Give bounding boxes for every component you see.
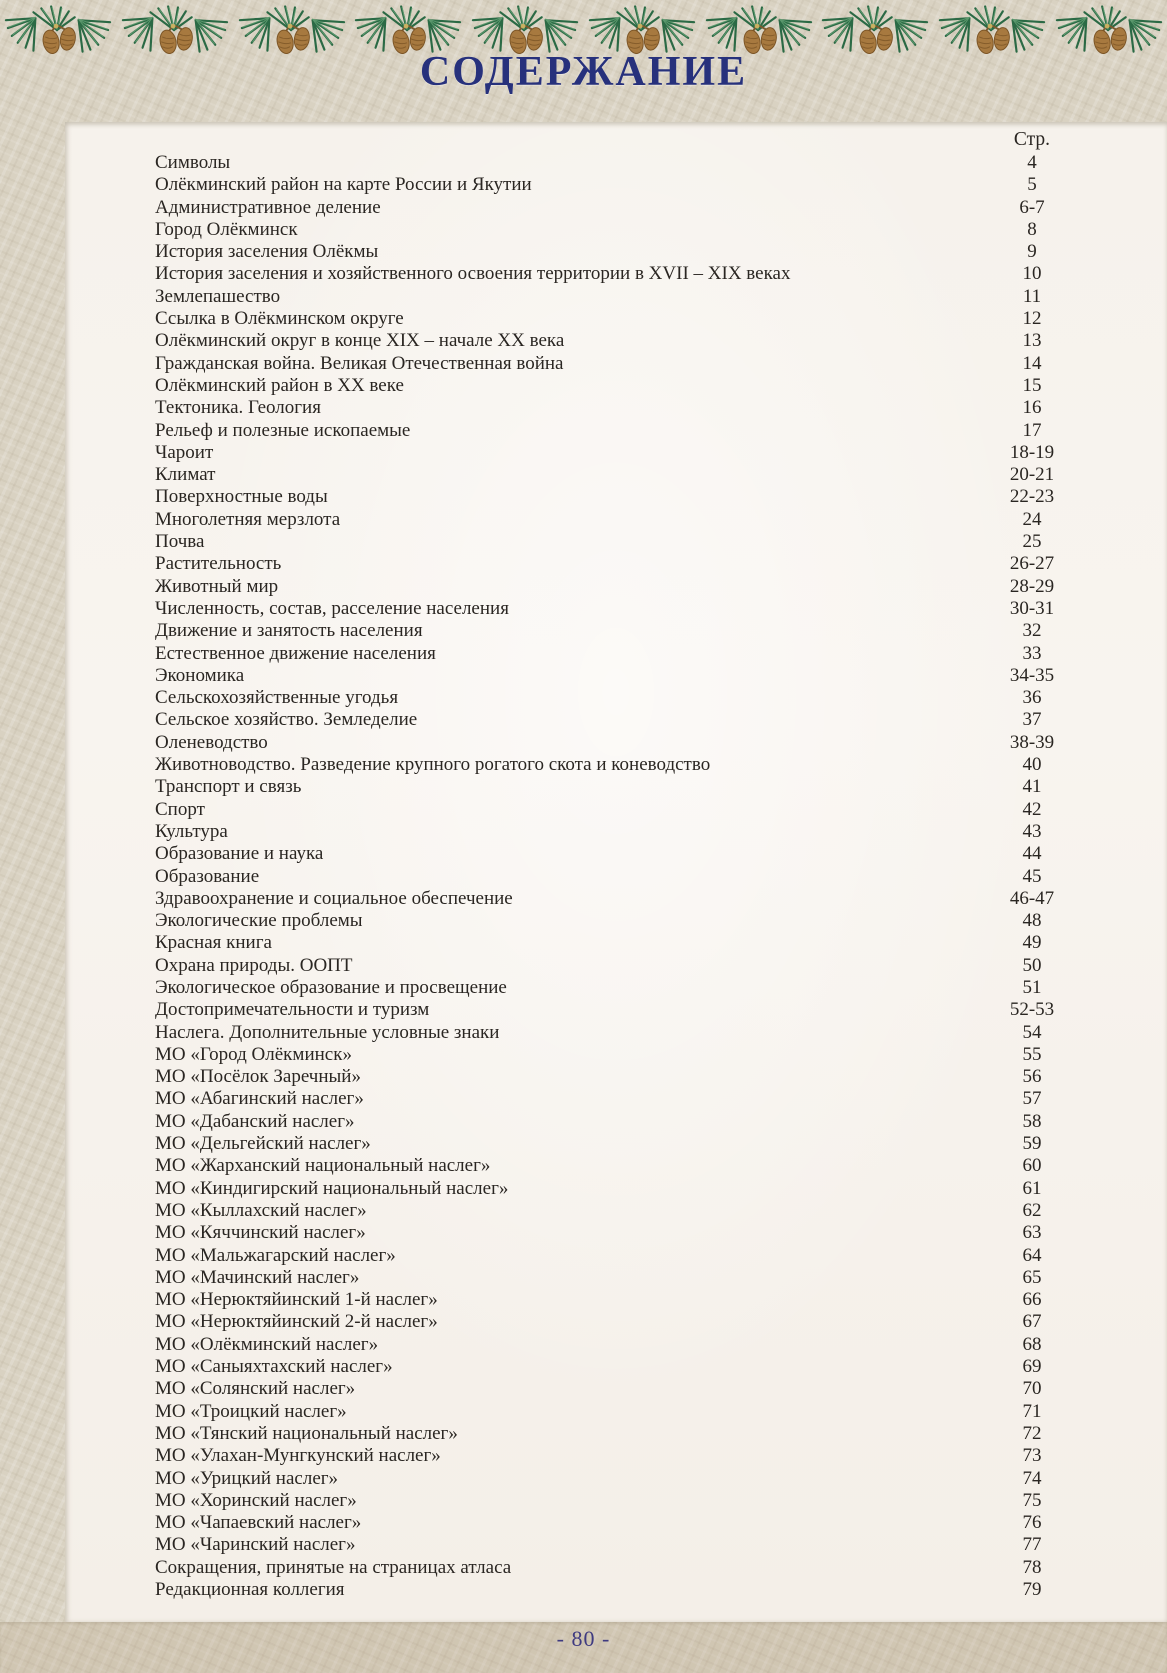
toc-entry-page-number: 54 [1022,1021,1042,1043]
toc-entry-page-number: 51 [1022,976,1042,998]
toc-entry-title: Сокращения, принятые на страницах атласа [155,1556,512,1578]
toc-entry-title: Чароит [155,441,214,463]
toc-entry-page-number: 71 [1022,1400,1042,1422]
toc-entry-page-number: 68 [1022,1333,1042,1355]
toc-entry-title: Достопримечательности и туризм [155,999,430,1021]
toc-row [65,910,1167,932]
toc-row [65,1133,1167,1155]
toc-entry-page-number: 30-31 [1009,597,1055,619]
toc-entry-page-number: 5 [1027,174,1037,196]
toc-row [65,353,1167,375]
toc-entry-page-number: 64 [1022,1244,1042,1266]
toc-entry-title: Спорт [155,798,205,820]
toc-row [65,1490,1167,1512]
toc-entry-page-number: 37 [1022,709,1042,731]
toc-row [65,1401,1167,1423]
toc-entry-page-number: 79 [1022,1579,1042,1600]
toc-entry-page-number: 60 [1022,1155,1042,1177]
footer-band [0,1622,1167,1673]
toc-entry-page-number: 56 [1022,1066,1042,1088]
toc-row [65,732,1167,754]
toc-entry-title: МО «Нерюктяйинский 2-й наслег» [155,1311,438,1333]
toc-entry-title: Животноводство. Разведение крупного рогатого скота и коневодство [155,754,711,776]
toc-row [65,709,1167,731]
toc-entry-title: Экологические проблемы [155,910,363,932]
toc-entry-title: Олёкминский район в XX веке [155,374,404,396]
page-column-header: Стр. [1013,129,1051,150]
toc-entry-page-number: 34-35 [1009,664,1055,686]
toc-entry-title: Олёкминский район на карте России и Якутии [155,174,532,196]
toc-row [65,866,1167,888]
toc-entry-title: Гражданская война. Великая Отечественная война [155,352,564,374]
toc-entry-title: Образование [155,865,260,887]
toc-entry-page-number: 10 [1022,263,1042,285]
toc-entry-page-number: 4 [1027,152,1037,173]
toc-entry-title: МО «Мачинский наслег» [155,1266,360,1288]
toc-entry-title: МО «Хоринский наслег» [155,1489,357,1511]
header-band [0,0,1167,122]
toc-row [65,197,1167,219]
toc-entry-page-number: 20-21 [1009,464,1055,486]
toc-entry-page-number: 26-27 [1009,553,1055,575]
toc-entry-page-number: 50 [1022,954,1042,976]
toc-entry-title: Естественное движение населения [155,642,436,664]
toc-row [65,1267,1167,1289]
toc-entry-page-number: 70 [1022,1378,1042,1400]
toc-row [65,1579,1167,1601]
toc-entry-title: Экономика [155,664,245,686]
toc-entry-title: Сельскохозяйственные угодья [155,687,399,709]
toc-entry-page-number: 15 [1022,374,1042,396]
toc-entry-page-number: 13 [1022,330,1042,352]
folio-page-number: - 80 - [556,1626,611,1651]
toc-entry-page-number: 67 [1022,1311,1042,1333]
toc-entry-title: Многолетняя мерзлота [155,508,341,530]
toc-entry-title: Административное деление [155,196,381,218]
toc-row [65,1088,1167,1110]
toc-entry-page-number: 22-23 [1009,486,1055,508]
toc-row [65,776,1167,798]
toc-entry-page-number: 43 [1022,820,1042,842]
column-header-row [65,128,1167,152]
toc-row [65,843,1167,865]
toc-row [65,1245,1167,1267]
toc-entry-title: МО «Солянский наслег» [155,1378,356,1400]
toc-entry-page-number: 59 [1022,1133,1042,1155]
toc-entry-title: МО «Троицкий наслег» [155,1400,347,1422]
toc-entry-title: Тектоника. Геология [155,397,321,419]
toc-row [65,799,1167,821]
toc-entry-page-number: 69 [1022,1356,1042,1378]
toc-entry-title: Город Олёкминск [155,218,298,240]
toc-row [65,620,1167,642]
toc-entry-title: МО «Урицкий наслег» [155,1467,339,1489]
toc-row [65,1468,1167,1490]
toc-entry-title: МО «Кяччинский наслег» [155,1222,366,1244]
toc-row [65,286,1167,308]
toc-row [65,375,1167,397]
toc-row [65,1066,1167,1088]
toc-entry-page-number: 17 [1022,419,1042,441]
toc-entry-page-number: 9 [1027,241,1037,263]
toc-row [65,420,1167,442]
toc-entry-title: Экологическое образование и просвещение [155,976,507,998]
toc-entry-page-number: 52-53 [1009,999,1055,1021]
toc-entry-title: МО «Чаринский наслег» [155,1534,356,1556]
page-title: СОДЕРЖАНИЕ [419,49,748,95]
toc-entry-page-number: 57 [1022,1088,1042,1110]
toc-entry-page-number: 28-29 [1009,575,1055,597]
toc-entry-title: Символы [155,152,231,173]
toc-entry-title: Численность, состав, расселение населения [155,597,509,619]
toc-entry-title: Почва [155,531,205,553]
toc-entry-title: МО «Чапаевский наслег» [155,1512,362,1534]
toc-entry-page-number: 36 [1022,687,1042,709]
toc-entry-title: Растительность [155,553,282,575]
toc-entry-title: Культура [155,820,228,842]
toc-entry-title: МО «Кыллахский наслег» [155,1199,367,1221]
toc-entry-title: МО «Жарханский национальный наслег» [155,1155,491,1177]
toc-entry-page-number: 41 [1022,776,1042,798]
toc-entry-title: Движение и занятость населения [155,620,423,642]
toc-entry-title: Образование и наука [155,843,324,865]
toc-row [65,263,1167,285]
toc-entry-page-number: 46-47 [1009,887,1055,909]
toc-row [65,1512,1167,1534]
toc-entry-title: Здравоохранение и социальное обеспечение [155,887,513,909]
toc-row [65,1378,1167,1400]
toc-row [65,1445,1167,1467]
toc-entry-title: Животный мир [155,575,279,597]
toc-entry-title: МО «Мальжагарский наслег» [155,1244,396,1266]
toc-row [65,1423,1167,1445]
toc-row [65,553,1167,575]
toc-row [65,509,1167,531]
toc-row [65,1111,1167,1133]
toc-entry-page-number: 11 [1022,285,1042,307]
toc-entry-page-number: 75 [1022,1489,1042,1511]
toc-entry-page-number: 63 [1022,1222,1042,1244]
toc-row [65,999,1167,1021]
toc-row [65,1534,1167,1556]
toc-entry-page-number: 74 [1022,1467,1042,1489]
toc-entry-page-number: 58 [1022,1110,1042,1132]
toc-entry-page-number: 62 [1022,1199,1042,1221]
toc-entry-title: МО «Дельгейский наслег» [155,1133,371,1155]
toc-entry-page-number: 78 [1022,1556,1042,1578]
toc-entry-page-number: 16 [1022,397,1042,419]
toc-entry-title: МО «Абагинский наслег» [155,1088,364,1110]
toc-entry-page-number: 61 [1022,1177,1042,1199]
toc-row [65,1289,1167,1311]
toc-entry-title: Олёкминский округ в конце XIX – начале XX века [155,330,565,352]
toc-row [65,665,1167,687]
toc-row [65,241,1167,263]
toc-row [65,464,1167,486]
toc-entry-page-number: 72 [1022,1422,1042,1444]
toc-entry-title: Наслега. Дополнительные условные знаки [155,1021,500,1043]
toc-row [65,397,1167,419]
toc-entry-title: Редакционная коллегия [155,1579,345,1600]
toc-entry-page-number: 38-39 [1009,731,1055,753]
toc-row [65,1178,1167,1200]
toc-row [65,1044,1167,1066]
toc-row [65,442,1167,464]
toc-row [65,598,1167,620]
toc-entry-page-number: 32 [1022,620,1042,642]
toc-row [65,977,1167,999]
toc-entry-title: МО «Киндигирский национальный наслег» [155,1177,509,1199]
toc-list [65,152,1167,1601]
toc-row [65,643,1167,665]
toc-entry-page-number: 8 [1027,218,1037,240]
toc-entry-page-number: 25 [1022,531,1042,553]
toc-row [65,152,1167,174]
toc-entry-page-number: 18-19 [1009,441,1055,463]
toc-entry-page-number: 33 [1022,642,1042,664]
toc-entry-title: МО «Тянский национальный наслег» [155,1422,458,1444]
toc-row [65,531,1167,553]
toc-row [65,932,1167,954]
toc-entry-page-number: 44 [1022,843,1042,865]
toc-entry-title: МО «Олёкминский наслег» [155,1333,379,1355]
toc-row [65,486,1167,508]
toc-entry-page-number: 42 [1022,798,1042,820]
toc-entry-title: МО «Улахан-Мунгкунский наслег» [155,1445,441,1467]
toc-entry-title: Сельское хозяйство. Земледелие [155,709,418,731]
toc-entry-title: Оленеводство [155,731,268,753]
toc-entry-page-number: 40 [1022,754,1042,776]
toc-entry-title: МО «Город Олёкминск» [155,1043,352,1065]
toc-entry-page-number: 49 [1022,932,1042,954]
toc-entry-title: Климат [155,464,216,486]
toc-row [65,1200,1167,1222]
toc-entry-title: МО «Дабанский наслег» [155,1110,355,1132]
toc-entry-title: Рельеф и полезные ископаемые [155,419,411,441]
toc-entry-title: История заселения и хозяйственного освоения территории в XVII – XIX веках [155,263,791,285]
toc-entry-page-number: 48 [1022,910,1042,932]
toc-entry-page-number: 12 [1022,308,1042,330]
toc-entry-title: МО «Посёлок Заречный» [155,1066,361,1088]
toc-entry-title: Землепашество [155,285,281,307]
toc-row [65,1022,1167,1044]
toc-entry-page-number: 77 [1022,1534,1042,1556]
toc-row [65,754,1167,776]
toc-row [65,174,1167,196]
toc-entry-title: МО «Саныяхтахский наслег» [155,1356,393,1378]
toc-row [65,308,1167,330]
toc-entry-page-number: 73 [1022,1445,1042,1467]
toc-entry-page-number: 55 [1022,1043,1042,1065]
toc-row [65,1334,1167,1356]
toc-row [65,1155,1167,1177]
contents-page-panel [65,122,1167,1622]
toc-entry-page-number: 45 [1022,865,1042,887]
toc-entry-page-number: 6-7 [1019,196,1045,218]
toc-row [65,1222,1167,1244]
toc-entry-title: Ссылка в Олёкминском округе [155,308,404,330]
toc-row [65,330,1167,352]
toc-row [65,821,1167,843]
toc-entry-title: История заселения Олёкмы [155,241,379,263]
toc-row [65,219,1167,241]
toc-row [65,687,1167,709]
toc-entry-page-number: 14 [1022,352,1042,374]
toc-entry-title: Поверхностные воды [155,486,328,508]
toc-entry-title: МО «Нерюктяйинский 1-й наслег» [155,1289,438,1311]
toc-entry-page-number: 65 [1022,1266,1042,1288]
toc-entry-page-number: 66 [1022,1289,1042,1311]
toc-entry-title: Красная книга [155,932,272,954]
toc-row [65,1557,1167,1579]
toc-row [65,888,1167,910]
toc-row [65,576,1167,598]
toc-entry-page-number: 24 [1022,508,1042,530]
toc-row [65,955,1167,977]
toc-row [65,1356,1167,1378]
toc-row [65,1311,1167,1333]
toc-entry-title: Транспорт и связь [155,776,302,798]
toc-entry-title: Охрана природы. ООПТ [155,954,353,976]
toc-entry-page-number: 76 [1022,1512,1042,1534]
